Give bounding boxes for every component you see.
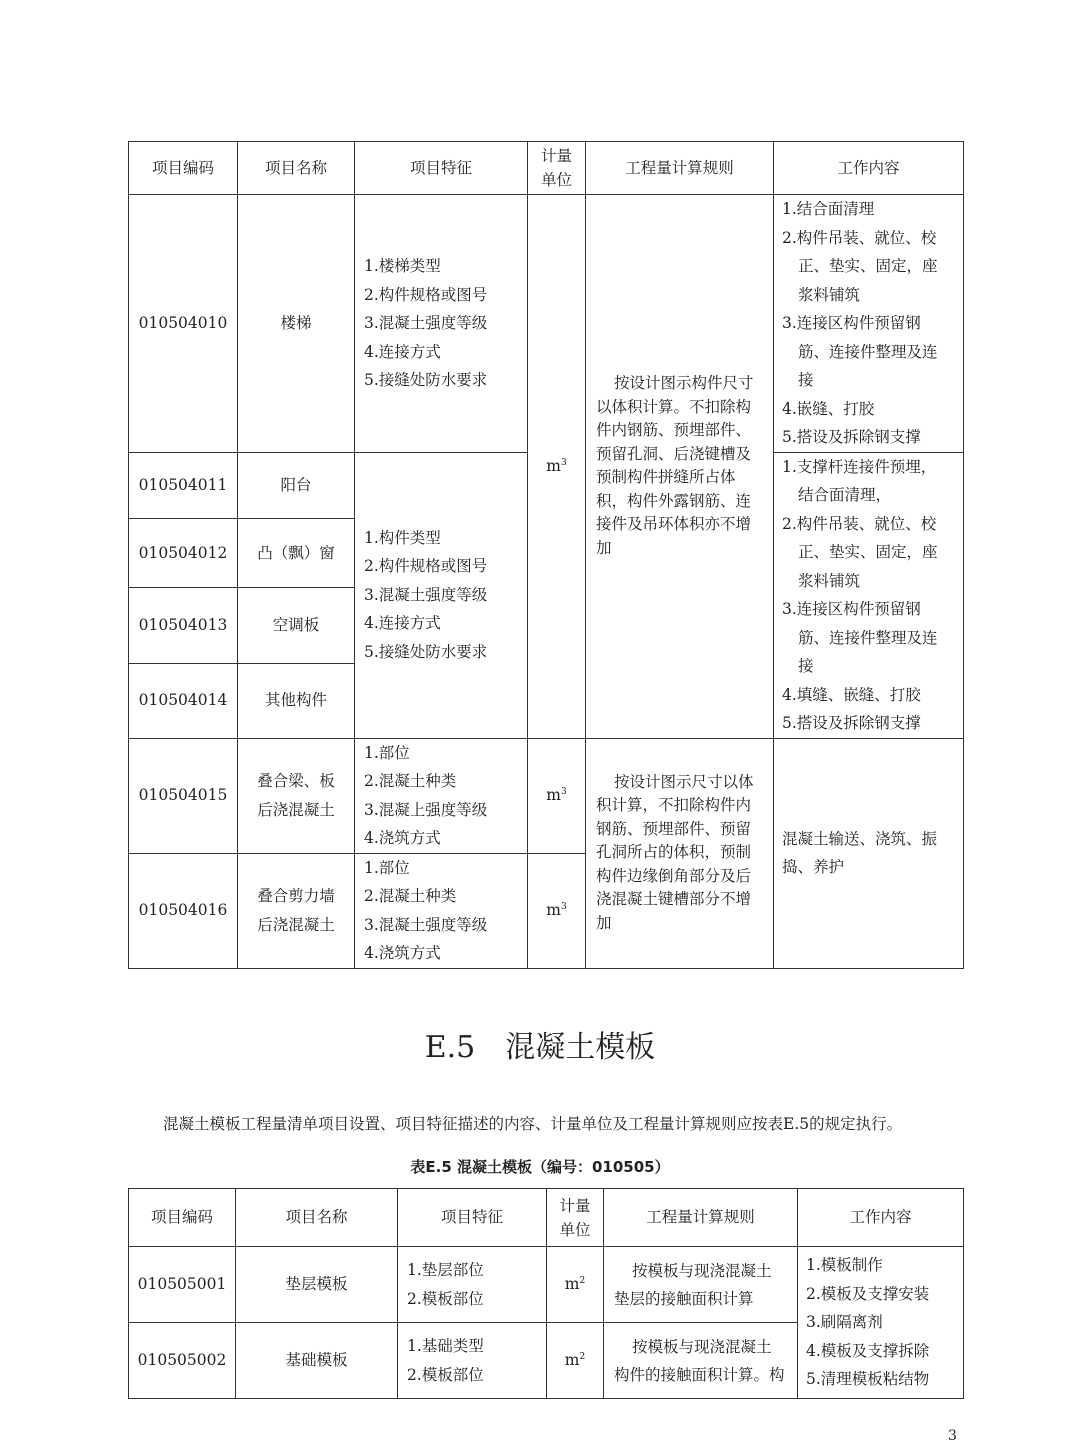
rule-line: 浇混凝土键槽部分不增: [596, 890, 752, 909]
rule-line: 预留孔洞、后浇键槽及: [596, 444, 752, 463]
rule-line: 件内钢筋、预埋部件、: [596, 421, 752, 440]
item-name: 阳台: [238, 452, 355, 519]
feature-line: 1.部位: [364, 743, 410, 762]
table-precast-components: [128, 141, 964, 969]
work-line: 3.刷隔离剂: [806, 1313, 883, 1332]
item-code: 010504014: [129, 663, 238, 738]
features: [398, 1247, 547, 1323]
work-cast: [774, 738, 964, 968]
header-work: 工作内容: [798, 1189, 964, 1247]
feature-line: 1.基础类型: [407, 1337, 484, 1355]
header-unit-line2: 单位: [540, 171, 572, 189]
rule-line: 以体积计算。不扣除构: [596, 397, 752, 416]
unit-exponent: 3: [560, 902, 567, 913]
feature-line: 3.混凝土强度等级: [364, 585, 488, 604]
work-line: 4.嵌缝、打胶: [782, 399, 875, 418]
feature-line: 1.部位: [364, 858, 410, 877]
item-code: 010504012: [129, 519, 238, 588]
header-unit-line1: 计量: [540, 147, 572, 165]
item-code: 010504015: [129, 738, 238, 853]
work-line: 捣、养护: [782, 858, 845, 876]
table-row: [129, 1247, 964, 1323]
features-stair: [355, 195, 528, 453]
work-line: 正、垫实、固定，座: [798, 543, 938, 561]
item-name: [238, 853, 355, 968]
feature-line: 1.垫层部位: [407, 1261, 484, 1279]
unit-base: m: [564, 1275, 580, 1294]
work-line: 5.搭设及拆除钢支撑: [782, 428, 921, 446]
work-line: 混凝土输送、浇筑、振: [782, 829, 938, 848]
feature-line: 2.混凝土种类: [364, 772, 457, 790]
rule-line: 垫层的接触面积计算: [614, 1289, 754, 1308]
work-line: 正、垫实、固定，座: [798, 257, 938, 275]
header-unit-line1: 计量: [559, 1196, 591, 1215]
feature-line: 2.模板部位: [407, 1365, 484, 1384]
features-component: [355, 452, 528, 738]
item-name: 其他构件: [238, 663, 355, 738]
work-line: 4.填缝、嵌缝、打胶: [782, 685, 921, 704]
unit-cell: [528, 738, 586, 853]
work-line: 1.支撑杆连接件预埋，: [782, 457, 937, 476]
unit-cell: [547, 1247, 604, 1323]
feature-line: 3.混凝土强度等级: [364, 314, 488, 332]
header-unit-line2: 单位: [559, 1220, 591, 1239]
unit-exponent: 2: [579, 1352, 586, 1363]
work-line: 结合面清理，: [798, 486, 892, 504]
unit-cell: [547, 1323, 604, 1399]
feature-line: 5.接缝处防水要求: [364, 371, 488, 389]
rule-line: 按设计图示构件尺寸: [614, 374, 754, 393]
unit-base: m: [546, 901, 561, 920]
work-line: 5.清理模板粘结物: [806, 1370, 930, 1389]
unit-base: m: [564, 1351, 580, 1370]
rule-line: 接件及吊环体积亦不增: [596, 515, 752, 534]
rule-line: 积，构件外露钢筋、连: [596, 491, 752, 510]
rule-text: [604, 1247, 798, 1323]
item-name-line2: 后浇混凝土: [257, 800, 335, 819]
item-code: 010504011: [129, 452, 238, 519]
table-row: [129, 195, 964, 453]
work-line: 浆料铺筑: [798, 571, 861, 590]
item-name: 垫层模板: [236, 1247, 398, 1323]
rule-line: 孔洞所占的体积，预制: [596, 843, 752, 862]
rule-line: 按模板与现浇混凝土: [632, 1261, 772, 1280]
table-concrete-formwork: [128, 1188, 964, 1399]
feature-line: 1.构件类型: [364, 528, 441, 547]
feature-line: 1.楼梯类型: [364, 257, 441, 275]
features: [398, 1323, 547, 1399]
item-name: 空调板: [238, 587, 355, 663]
item-name-line1: 叠合剪力墙: [257, 887, 335, 905]
work-line: 接: [798, 657, 814, 675]
item-name: 基础模板: [236, 1323, 398, 1399]
table-row: [129, 738, 964, 853]
rule-line: 预制构件拼缝所占体: [596, 468, 736, 487]
work-component: [774, 452, 964, 738]
rule-line: 加: [596, 538, 612, 557]
work-line: 筋、连接件整理及连: [798, 628, 938, 647]
work-line: 2.构件吊装、就位、校: [782, 228, 937, 247]
item-code: 010504010: [129, 195, 238, 453]
rule-cast: [586, 738, 774, 968]
features-laminated-beam: [355, 738, 528, 853]
header-rule: 工程量计算规则: [586, 142, 774, 195]
section-name: 混凝土模板: [505, 1030, 656, 1065]
work-line: 浆料铺筑: [798, 285, 861, 304]
item-code: 010505001: [129, 1247, 236, 1323]
unit-cell: [528, 195, 586, 739]
feature-line: 4.连接方式: [364, 614, 441, 633]
feature-line: 2.构件规格或图号: [364, 285, 488, 304]
feature-line: 2.模板部位: [407, 1289, 484, 1308]
header-unit: [528, 142, 586, 195]
work-line: 3.连接区构件预留钢: [782, 600, 921, 618]
rule-line: 构件边缘倒角部分及后: [596, 866, 752, 885]
unit-exponent: 3: [560, 458, 567, 468]
item-code: 010504013: [129, 587, 238, 663]
item-code: 010505002: [129, 1323, 236, 1399]
header-name: 项目名称: [236, 1189, 398, 1247]
item-name: [238, 738, 355, 853]
intro-paragraph: 混凝土模板工程量清单项目设置、项目特征描述的内容、计量单位及工程量计算规则应按表E.5的规定执行。: [163, 1115, 903, 1133]
rule-line: 加: [596, 913, 612, 932]
unit-base: m: [546, 786, 561, 805]
unit-cell: [528, 853, 586, 968]
header-features: 项目特征: [398, 1189, 547, 1247]
work-formwork: [798, 1247, 964, 1399]
header-name: 项目名称: [238, 142, 355, 195]
work-line: 5.搭设及拆除钢支撑: [782, 714, 921, 732]
item-name: 楼梯: [238, 195, 355, 453]
header-code: 项目编码: [129, 142, 238, 195]
page-number: 3: [948, 1428, 957, 1444]
header-work: 工作内容: [774, 142, 964, 195]
work-stair: [774, 195, 964, 453]
work-line: 1.模板制作: [806, 1256, 883, 1275]
item-code: 010504016: [129, 853, 238, 968]
feature-line: 4.连接方式: [364, 342, 441, 361]
feature-line: 3.混凝土强度等级: [364, 915, 488, 934]
rule-text: [604, 1323, 798, 1399]
item-name-line1: 叠合梁、板: [257, 772, 335, 790]
table-caption: 表E.5 混凝土模板（编号：010505）: [410, 1158, 670, 1176]
item-name-line2: 后浇混凝土: [257, 915, 335, 934]
unit-base: m: [546, 457, 561, 475]
table-header-row: [129, 142, 964, 195]
work-line: 2.构件吊装、就位、校: [782, 514, 937, 533]
unit-exponent: 3: [560, 787, 567, 798]
features-laminated-wall: [355, 853, 528, 968]
feature-line: 3.混凝上强度等级: [364, 800, 488, 819]
feature-line: 2.混凝土种类: [364, 887, 457, 905]
work-line: 4.模板及支撑拆除: [806, 1341, 930, 1360]
rule-line: 钢筋、预埋部件、预留: [596, 819, 752, 838]
feature-line: 4.浇筑方式: [364, 829, 441, 847]
rule-precast: [586, 195, 774, 739]
rule-line: 按设计图示尺寸以体: [614, 772, 754, 791]
header-unit: [547, 1189, 604, 1247]
section-title: [0, 1026, 1080, 1070]
rule-line: 积计算，不扣除构件内: [596, 796, 752, 815]
header-code: 项目编码: [129, 1189, 236, 1247]
header-rule: 工程量计算规则: [604, 1189, 798, 1247]
work-line: 筋、连接件整理及连: [798, 342, 938, 361]
item-name: 凸（飘）窗: [238, 519, 355, 588]
rule-line: 按模板与现浇混凝土: [632, 1337, 772, 1356]
work-line: 接: [798, 371, 814, 389]
feature-line: 2.构件规格或图号: [364, 557, 488, 576]
header-features: 项目特征: [355, 142, 528, 195]
table-header-row: [129, 1189, 964, 1247]
feature-line: 5.接缝处防水要求: [364, 642, 488, 661]
work-line: 3.连接区构件预留钢: [782, 314, 921, 332]
feature-line: 4.浇筑方式: [364, 944, 441, 962]
unit-exponent: 2: [579, 1276, 586, 1287]
rule-line: 构件的接触面积计算。构: [614, 1365, 785, 1384]
work-line: 2.模板及支撑安装: [806, 1284, 930, 1303]
work-line: 1.结合面清理: [782, 200, 875, 218]
section-number: E.5: [424, 1030, 476, 1065]
